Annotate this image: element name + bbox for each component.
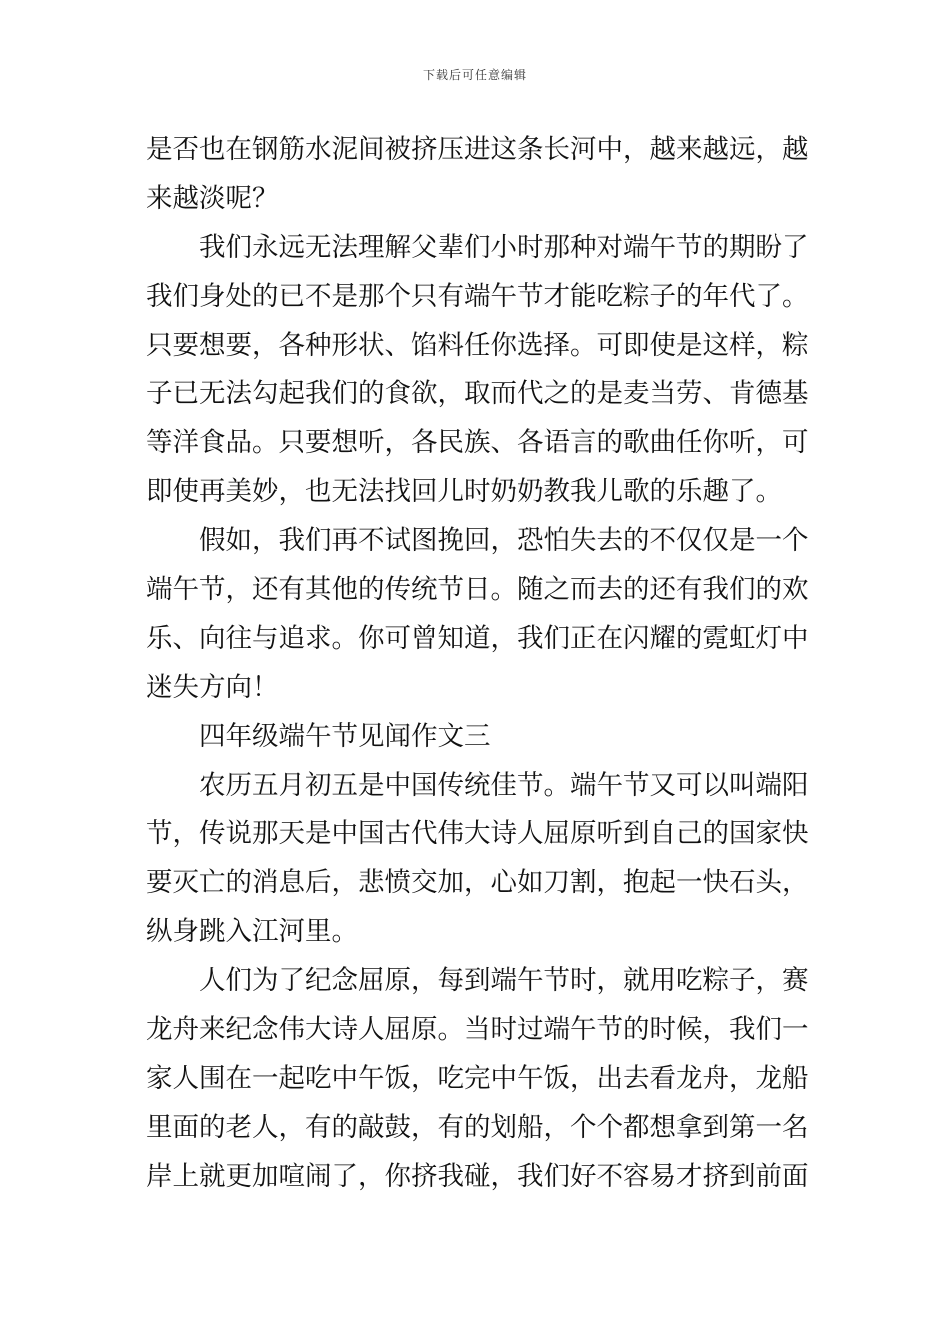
text-line: 人们为了纪念屈原，每到端午节时，就用吃粽子，赛 (199, 965, 809, 997)
text-line: 假如，我们再不试图挽回，恐怕失去的不仅仅是一个 (199, 525, 809, 557)
text-line: 即使再美妙，也无法找回儿时奶奶教我儿歌的乐趣了。 (146, 476, 782, 508)
text-line: 要灭亡的消息后，悲愤交加，心如刀割，抱起一快石头， (146, 867, 809, 899)
text-line: 节，传说那天是中国古代伟大诗人屈原听到自己的国家快 (146, 818, 809, 850)
text-line: 来越淡呢？ (146, 182, 279, 214)
text-line: 岸上就更加喧闹了，你挤我碰，我们好不容易才挤到前面 (146, 1160, 809, 1192)
document-body (146, 126, 816, 1202)
text-line: 我们身处的已不是那个只有端午节才能吃粽子的年代了。 (146, 280, 809, 312)
text-line: 只要想要，各种形状、馅料任你选择。可即使是这样，粽 (146, 329, 809, 361)
text-line: 龙舟来纪念伟大诗人屈原。当时过端午节的时候，我们一 (146, 1014, 809, 1046)
text-line: 家人围在一起吃中午饭，吃完中午饭，出去看龙舟，龙船 (146, 1062, 809, 1094)
text-line: 子已无法勾起我们的食欲，取而代之的是麦当劳、肯德基 (146, 378, 809, 410)
text-line: 迷失方向！ (146, 671, 279, 703)
text-line: 纵身跳入江河里。 (146, 916, 358, 948)
page-header: 下载后可任意编辑 (422, 68, 527, 82)
text-line: 等洋食品。只要想听，各民族、各语言的歌曲任你听，可 (146, 427, 809, 459)
text-line: 我们永远无法理解父辈们小时那种对端午节的期盼了 (199, 231, 809, 263)
text-line: 农历五月初五是中国传统佳节。端午节又可以叫端阳 (199, 769, 809, 801)
text-line: 四年级端午节见闻作文三 (199, 720, 491, 752)
text-line: 里面的老人，有的敲鼓，有的划船，个个都想拿到第一名 (146, 1111, 809, 1143)
text-line: 是否也在钢筋水泥间被挤压进这条长河中，越来越远，越 (146, 134, 809, 165)
text-line: 乐、向往与追求。你可曾知道，我们正在闪耀的霓虹灯中 (146, 622, 809, 654)
text-line: 端午节，还有其他的传统节日。随之而去的还有我们的欢 (146, 574, 809, 606)
